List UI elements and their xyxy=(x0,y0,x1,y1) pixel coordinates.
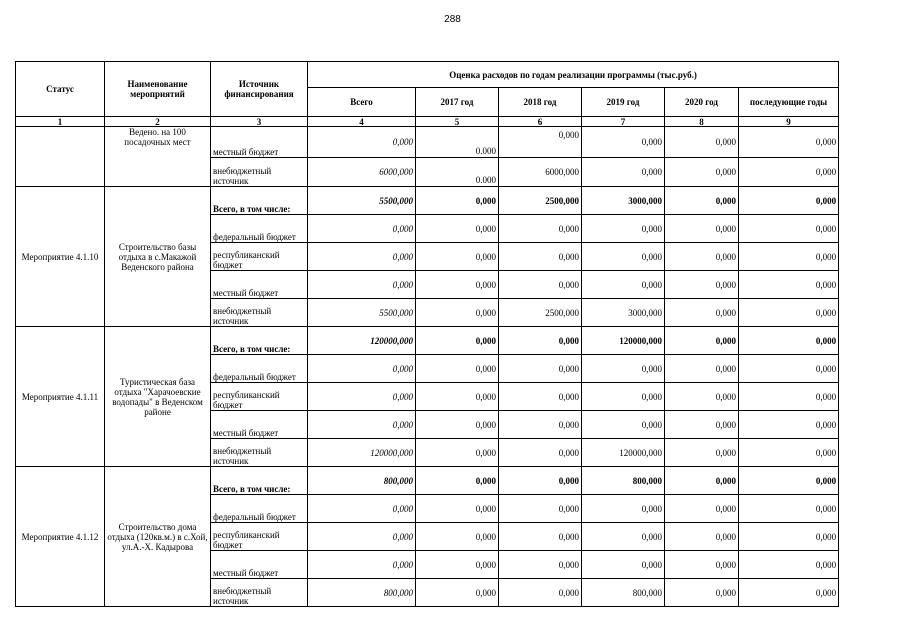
value-later-cell: 0,000 xyxy=(739,299,839,327)
value-2020-cell: 0,000 xyxy=(665,243,739,271)
value-later-cell: 0,000 xyxy=(739,411,839,439)
value-2020-cell: 0,000 xyxy=(665,187,739,215)
value-2020-cell: 0,000 xyxy=(665,158,739,187)
value-2017-cell: 0,000 xyxy=(416,411,499,439)
total-cell: 800,000 xyxy=(308,467,416,495)
value-2019-cell: 0,000 xyxy=(582,523,665,551)
source-cell: внебюджетный источник xyxy=(211,299,308,327)
total-cell: 0,000 xyxy=(308,355,416,383)
header-source: Источник финансирования xyxy=(211,62,308,117)
value-2017-cell: 0,000 xyxy=(416,355,499,383)
budget-table xyxy=(15,61,839,607)
value-2018-cell: 0,000 xyxy=(499,355,582,383)
total-cell: 0,000 xyxy=(308,215,416,243)
total-cell: 0,000 xyxy=(308,271,416,299)
total-cell: 0,000 xyxy=(308,411,416,439)
status-cell: Мероприятие 4.1.10 xyxy=(16,187,105,327)
value-2018-cell: 0,000 xyxy=(499,215,582,243)
value-2017-cell: 0,000 xyxy=(416,551,499,579)
value-later-cell: 0,000 xyxy=(739,523,839,551)
column-number: 8 xyxy=(665,117,739,127)
total-cell: 0,000 xyxy=(308,243,416,271)
status-cell: Мероприятие 4.1.11 xyxy=(16,327,105,467)
value-later-cell: 0,000 xyxy=(739,579,839,607)
header-name: Наименование мероприятий xyxy=(105,62,211,117)
source-cell: республиканский бюджет xyxy=(211,523,308,551)
value-2020-cell: 0,000 xyxy=(665,355,739,383)
header-status: Статус xyxy=(16,62,105,117)
source-cell: местный бюджет xyxy=(211,551,308,579)
value-2018-cell: 0,000 xyxy=(499,551,582,579)
total-cell: 0,000 xyxy=(308,495,416,523)
source-cell: внебюджетный источник xyxy=(211,158,308,187)
source-cell: Всего, в том числе: xyxy=(211,187,308,215)
value-2018-cell: 0,000 xyxy=(499,243,582,271)
header-2017: 2017 год xyxy=(416,88,499,117)
value-2018-cell: 0,000 xyxy=(499,467,582,495)
value-2017-cell: 0,000 xyxy=(416,495,499,523)
value-2017-cell: 0,000 xyxy=(416,439,499,467)
value-2018-cell: 0,000 xyxy=(499,383,582,411)
total-cell: 800,000 xyxy=(308,579,416,607)
value-2020-cell: 0,000 xyxy=(665,327,739,355)
value-2017-cell: 0.000 xyxy=(416,158,499,187)
source-cell: местный бюджет xyxy=(211,127,308,158)
value-2018-cell: 0,000 xyxy=(499,411,582,439)
total-cell: 0,000 xyxy=(308,551,416,579)
header-estimate: Оценка расходов по годам реализации программы (тыс.руб.) xyxy=(308,62,839,88)
value-2017-cell: 0,000 xyxy=(416,327,499,355)
status-cell xyxy=(16,127,105,187)
value-2018-cell: 0,000 xyxy=(499,127,582,158)
value-2018-cell: 0,000 xyxy=(499,579,582,607)
value-later-cell: 0,000 xyxy=(739,327,839,355)
source-cell: Всего, в том числе: xyxy=(211,467,308,495)
value-2017-cell: 0,000 xyxy=(416,243,499,271)
source-cell: федеральный бюджет xyxy=(211,495,308,523)
value-2019-cell: 0,000 xyxy=(582,383,665,411)
column-number: 3 xyxy=(211,117,308,127)
value-2020-cell: 0,000 xyxy=(665,467,739,495)
value-2017-cell: 0,000 xyxy=(416,187,499,215)
total-cell: 120000,000 xyxy=(308,327,416,355)
value-2019-cell: 0,000 xyxy=(582,355,665,383)
value-2019-cell: 3000,000 xyxy=(582,187,665,215)
table-row xyxy=(16,467,839,495)
value-2017-cell: 0,000 xyxy=(416,383,499,411)
value-later-cell: 0,000 xyxy=(739,158,839,187)
value-later-cell: 0,000 xyxy=(739,127,839,158)
source-cell: республиканский бюджет xyxy=(211,383,308,411)
event-name-cell: Строительство базы отдыха в с.Макажой Веденского района xyxy=(105,187,211,327)
value-2020-cell: 0,000 xyxy=(665,523,739,551)
value-later-cell: 0,000 xyxy=(739,495,839,523)
source-cell: федеральный бюджет xyxy=(211,215,308,243)
value-2020-cell: 0,000 xyxy=(665,383,739,411)
value-2019-cell: 0,000 xyxy=(582,158,665,187)
value-2020-cell: 0,000 xyxy=(665,411,739,439)
value-2020-cell: 0,000 xyxy=(665,439,739,467)
value-2019-cell: 0,000 xyxy=(582,271,665,299)
header-2018: 2018 год xyxy=(499,88,582,117)
source-cell: внебюджетный источник xyxy=(211,579,308,607)
value-2019-cell: 800,000 xyxy=(582,579,665,607)
value-2019-cell: 3000,000 xyxy=(582,299,665,327)
value-2019-cell: 0,000 xyxy=(582,215,665,243)
value-later-cell: 0,000 xyxy=(739,383,839,411)
value-2020-cell: 0,000 xyxy=(665,495,739,523)
total-cell: 0,000 xyxy=(308,523,416,551)
column-number: 7 xyxy=(582,117,665,127)
value-later-cell: 0,000 xyxy=(739,439,839,467)
event-name-cell: Туристическая база отдыха "Харачоевские водопады" в Веденском районе xyxy=(105,327,211,467)
value-2017-cell: 0.000 xyxy=(416,127,499,158)
column-numbers-row xyxy=(16,117,839,127)
value-2020-cell: 0,000 xyxy=(665,215,739,243)
value-later-cell: 0,000 xyxy=(739,243,839,271)
source-cell: местный бюджет xyxy=(211,411,308,439)
status-cell: Мероприятие 4.1.12 xyxy=(16,467,105,607)
table-row xyxy=(16,327,839,355)
source-cell: местный бюджет xyxy=(211,271,308,299)
source-cell: внебюджетный источник xyxy=(211,439,308,467)
header-later: последующие годы xyxy=(739,88,839,117)
column-number: 2 xyxy=(105,117,211,127)
value-2019-cell: 800,000 xyxy=(582,467,665,495)
column-number: 1 xyxy=(16,117,105,127)
value-2019-cell: 0,000 xyxy=(582,127,665,158)
value-2017-cell: 0,000 xyxy=(416,271,499,299)
column-number: 5 xyxy=(416,117,499,127)
value-later-cell: 0,000 xyxy=(739,271,839,299)
value-2017-cell: 0,000 xyxy=(416,523,499,551)
header-total: Всего xyxy=(308,88,416,117)
value-2017-cell: 0,000 xyxy=(416,299,499,327)
value-2018-cell: 0,000 xyxy=(499,495,582,523)
value-2018-cell: 0,000 xyxy=(499,327,582,355)
source-cell: республиканский бюджет xyxy=(211,243,308,271)
value-later-cell: 0,000 xyxy=(739,187,839,215)
value-2018-cell: 2500,000 xyxy=(499,299,582,327)
value-2017-cell: 0,000 xyxy=(416,579,499,607)
total-cell: 120000,000 xyxy=(308,439,416,467)
value-2017-cell: 0,000 xyxy=(416,215,499,243)
total-cell: 0,000 xyxy=(308,127,416,158)
source-cell: федеральный бюджет xyxy=(211,355,308,383)
event-name-cell: Строительство дома отдыха (120кв.м.) в с.Хой, ул.А.-Х. Кадырова xyxy=(105,467,211,607)
table-row xyxy=(16,187,839,215)
value-2019-cell: 0,000 xyxy=(582,411,665,439)
header-2020: 2020 год xyxy=(665,88,739,117)
value-2019-cell: 0,000 xyxy=(582,551,665,579)
total-cell: 6000,000 xyxy=(308,158,416,187)
value-2020-cell: 0,000 xyxy=(665,127,739,158)
header-2019: 2019 год xyxy=(582,88,665,117)
total-cell: 0,000 xyxy=(308,383,416,411)
event-name-cell: Ведено. на 100 посадочных мест xyxy=(105,127,211,187)
table-row xyxy=(16,127,839,158)
value-2019-cell: 120000,000 xyxy=(582,439,665,467)
value-2020-cell: 0,000 xyxy=(665,579,739,607)
value-later-cell: 0,000 xyxy=(739,215,839,243)
total-cell: 5500,000 xyxy=(308,187,416,215)
column-number: 6 xyxy=(499,117,582,127)
value-2018-cell: 0,000 xyxy=(499,523,582,551)
value-2019-cell: 0,000 xyxy=(582,243,665,271)
value-later-cell: 0,000 xyxy=(739,551,839,579)
value-2020-cell: 0,000 xyxy=(665,299,739,327)
value-2020-cell: 0,000 xyxy=(665,551,739,579)
value-2020-cell: 0,000 xyxy=(665,271,739,299)
value-2018-cell: 6000,000 xyxy=(499,158,582,187)
value-2018-cell: 0,000 xyxy=(499,271,582,299)
value-2019-cell: 0,000 xyxy=(582,495,665,523)
page-number: 288 xyxy=(444,14,461,25)
value-2017-cell: 0,000 xyxy=(416,467,499,495)
value-2019-cell: 120000,000 xyxy=(582,327,665,355)
column-number: 9 xyxy=(739,117,839,127)
value-later-cell: 0,000 xyxy=(739,467,839,495)
value-2018-cell: 2500,000 xyxy=(499,187,582,215)
source-cell: Всего, в том числе: xyxy=(211,327,308,355)
total-cell: 5500,000 xyxy=(308,299,416,327)
value-2018-cell: 0,000 xyxy=(499,439,582,467)
column-number: 4 xyxy=(308,117,416,127)
value-later-cell: 0,000 xyxy=(739,355,839,383)
